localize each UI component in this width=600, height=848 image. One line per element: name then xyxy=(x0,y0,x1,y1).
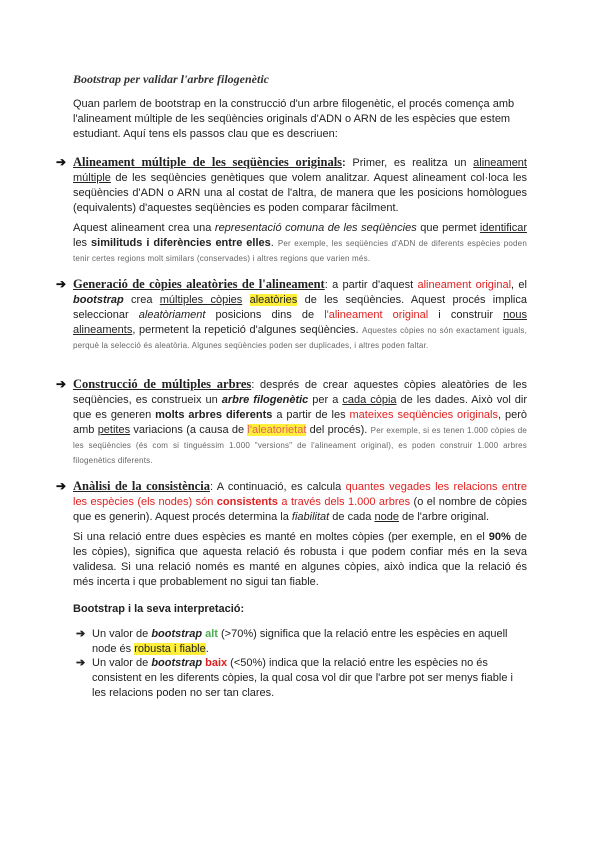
arrow-icon: ➔ xyxy=(76,628,86,640)
section-body: Generació de còpies aleatòries de l'alineament: a partir d'aquest alineament original, el bootstrap crea múltiples còpies aleatòries de les seqüències. Aquest procés implica seleccionar aleatòriament posicions dins de l'alineament original i construir nous alineaments, permetent la repetició d'algunes seqüències. Aquestes còpies no són exactament iguals, perquè la selecció és aleatòria. Algunes seqüències poden ser duplicades, i altres poden faltar. xyxy=(73,277,528,350)
section-heading: Alineament múltiple de les seqüències originals xyxy=(73,155,343,169)
section-body: Construcció de múltiples arbres: després de crear aquestes còpies aleatòries de les seqüències, es construeix un arbre filogenètic per a cada còpia de les dades. Això vol dir que es generen molts arbres diferents a partir de les mateixes seqüències originals, però amb petites variacions (a causa de l'aleatorietat del procés). Per exemple, si es tenen 1.000 còpies de les seqüències (és com si tinguéssim 1.000 "versions" de l'alineament original), es poden construir 1.000 arbres filogenètics diferents. xyxy=(73,377,528,465)
section-heading: Anàlisi de la consistència xyxy=(73,479,210,493)
intro-paragraph: Quan parlem de bootstrap en la construcció d'un arbre filogenètic, el procés comença amb l'alineament múltiple de les seqüències originals d'ADN o ARN de les espècies que estem estudiant. Aquí tens els passos clau que es descriuen: xyxy=(73,98,515,140)
section-body: Alineament múltiple de les seqüències originals: Primer, es realitza un alineament múltiple de les seqüències genètiques que volem analitzar. Aquest alineament col·loca les seqüències d'ADN o ARN una al costat de l'altra, de manera que les posicions homòlogues (equivalents) d'aquestes seqüències es poden comparar fàcilment. Aquest alineament crea una representació comuna de les seqüències que permet identificar les similituds i diferències entre elles. Per exemple, les seqüències d'ADN de diferents espècies poden tenir certes regions molt similars (conservades) i altres regions que varien més. xyxy=(73,155,527,266)
list-item-text: Un valor de bootstrap alt (>70%) significa que la relació entre les espècies en aquell node és robusta i fiable. xyxy=(92,628,508,655)
section-paragraph: Si una relació entre dues espècies es manté en moltes còpies (per exemple, en el 90% de les còpies), significa que aquesta relació és robusta i que podem confiar més en la seva validesa. Si una relació només es manté en algunes còpies, això indica que la relació és més incerta i que probablement no sigui tan fiable. xyxy=(73,531,527,588)
section-heading: Construcció de múltiples arbres xyxy=(73,377,252,391)
section-heading: Generació de còpies aleatòries de l'alineament xyxy=(73,277,325,291)
example-note: Aquestes còpies no són exactament iguals, perquè la selecció és aleatòria. Algunes seqüències poden ser duplicades, i altres poden faltar. xyxy=(73,326,528,350)
list-item-text: Un valor de bootstrap baix (<50%) indica que la relació entre les espècies no és consistent en les diferents còpies, la qual cosa vol dir que l'arbre pot ser menys fiable i les relacions poden no ser tan clares. xyxy=(92,657,513,699)
arrow-icon: ➔ xyxy=(76,657,86,669)
example-note: Per exemple, si es tenen 1.000 còpies de les seqüències (és com si tinguéssim 1.000 "versions" de l'alineament original), es poden construir 1.000 arbres filogenètics diferents. xyxy=(73,426,527,465)
bootstrap-heading: Bootstrap i la seva interpretació: xyxy=(73,603,245,615)
arrow-icon: ➔ xyxy=(56,377,67,391)
section-paragraph: Aquest alineament crea una representació comuna de les seqüències que permet identificar les similituds i diferències entre elles. Per exemple, les seqüències d'ADN de diferents espècies poden tenir certes regions molt similars (conservades) i altres regions que varien més. xyxy=(73,222,527,263)
arrow-icon: ➔ xyxy=(56,479,67,493)
highlight: l'aleatorietat xyxy=(247,424,307,436)
section-body: Anàlisi de la consistència: A continuació, es calcula quantes vegades les relacions entre les espècies (els nodes) són consistents a través dels 1.000 arbres (o el nombre de còpies que es generin). Aquest procés determina la fiabilitat de cada node de l'arbre original. Si una relació entre dues espècies es manté en moltes còpies (per exemple, en el 90% de les còpies), significa que aquesta relació és robusta i que podem confiar més en la seva validesa. Si una relació només es manté en algunes còpies, això indica que la relació és més incerta i que probablement no sigui tan fiable. xyxy=(73,479,528,588)
page-title: Bootstrap per validar l'arbre filogenètic xyxy=(73,72,269,86)
highlight: robusta i fiable xyxy=(134,643,206,655)
arrow-icon: ➔ xyxy=(56,155,67,169)
highlight: aleatòries xyxy=(249,294,298,306)
example-note: Per exemple, les seqüències d'ADN de diferents espècies poden tenir certes regions molt similars (conservades) i altres regions que varien més. xyxy=(73,239,527,263)
arrow-icon: ➔ xyxy=(56,277,67,291)
